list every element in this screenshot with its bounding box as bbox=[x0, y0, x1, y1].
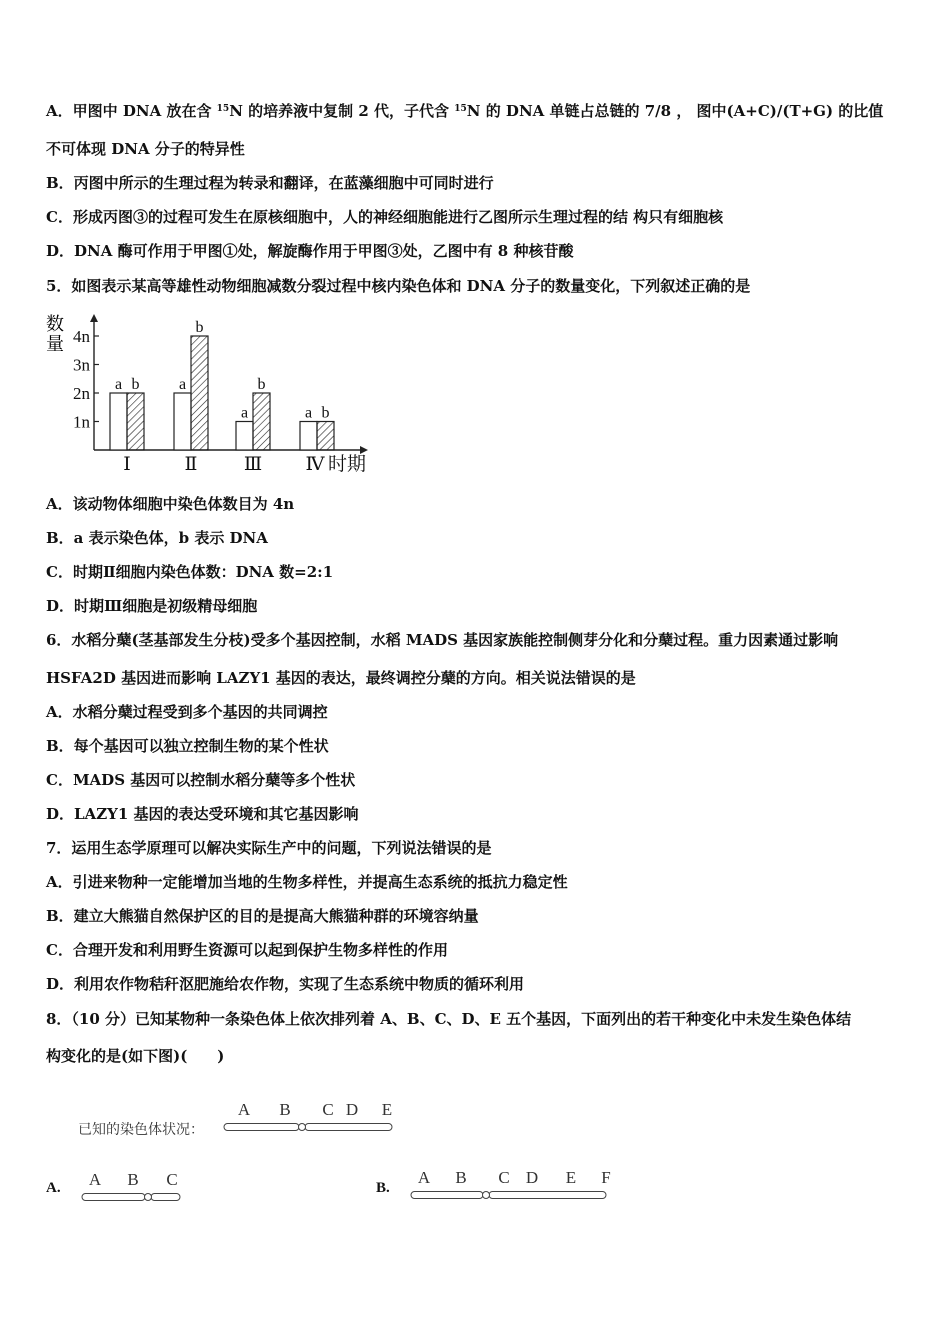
bar-b-3 bbox=[253, 393, 270, 450]
q7-option-a: A．引进来物种一定能增加当地的生物多样性，并提高生态系统的抵抗力稳定性 bbox=[46, 873, 568, 891]
chromosome-arm bbox=[305, 1124, 392, 1131]
q4-option-b: B．丙图中所示的生理过程为转录和翻译，在蓝藻细胞中可同时进行 bbox=[46, 174, 494, 192]
bar-series-label: a bbox=[114, 376, 123, 393]
gene-label: E bbox=[381, 1100, 393, 1119]
centromere bbox=[145, 1194, 152, 1201]
bar-series-label: a bbox=[240, 404, 249, 422]
gene-label: E bbox=[565, 1168, 577, 1187]
bar-series-label: b bbox=[257, 376, 266, 393]
y-axis-label-top: 数 bbox=[46, 314, 64, 334]
bar-a-4 bbox=[300, 422, 317, 451]
gene-label: D bbox=[345, 1100, 359, 1119]
q4-option-a-line1 bbox=[46, 101, 883, 121]
q8-stem-line2: 构变化的是(如下图)( ) bbox=[46, 1047, 225, 1065]
q5-option-c: C．时期Ⅱ细胞内染色体数：DNA 数=2:1 bbox=[46, 563, 334, 581]
centromere bbox=[483, 1192, 490, 1199]
gene-label: A bbox=[237, 1100, 251, 1119]
y-axis-arrow bbox=[90, 314, 98, 322]
chromosome-arm bbox=[82, 1194, 145, 1201]
option-b-chromosome bbox=[411, 1168, 611, 1199]
q6-stem-line1: 6．水稻分蘖(茎基部发生分枝)受多个基因控制，水稻 MADS 基因家族能控制侧芽分化和分蘖过程。重力因素通过影响 bbox=[46, 631, 839, 649]
bar-a-1 bbox=[110, 393, 127, 450]
gene-label: A bbox=[417, 1168, 431, 1187]
bar-series-label: b bbox=[131, 376, 140, 393]
category-label: Ⅱ bbox=[184, 454, 198, 475]
q6-option-b: B．每个基因可以独立控制生物的某个性状 bbox=[46, 737, 329, 755]
isotope-superscript: 15 bbox=[454, 104, 467, 114]
q5-stem: 5．如图表示某高等雄性动物细胞减数分裂过程中核内染色体和 DNA 分子的数量变化，下列叙述正确的是 bbox=[46, 277, 751, 295]
gene-label: B bbox=[455, 1168, 467, 1187]
q4-option-a-text: N 的培养液中复制 2 代，子代含 bbox=[229, 102, 455, 120]
q7-option-d: D．利用农作物秸秆沤肥施给农作物，实现了生态系统中物质的循环利用 bbox=[46, 975, 525, 993]
category-label: Ⅲ bbox=[243, 454, 263, 475]
q5-option-b: B．a 表示染色体，b 表示 DNA bbox=[46, 529, 268, 547]
bar-series-label: a bbox=[304, 404, 313, 422]
option-a-chromosome bbox=[82, 1170, 180, 1201]
gene-label: B bbox=[279, 1100, 291, 1119]
q6-option-d: D．LAZY1 基因的表达受环境和其它基因影响 bbox=[46, 805, 359, 823]
chromosome-arm bbox=[151, 1194, 180, 1201]
known-chromosome bbox=[224, 1100, 392, 1131]
gene-label: B bbox=[127, 1170, 139, 1189]
bar-series-label: a bbox=[178, 376, 187, 393]
q7-option-b: B．建立大熊猫自然保护区的目的是提高大熊猫种群的环境容纳量 bbox=[46, 907, 479, 925]
option-a-label: A. bbox=[46, 1180, 61, 1196]
gene-label: C bbox=[166, 1170, 178, 1189]
q6-option-c: C．MADS 基因可以控制水稻分蘖等多个性状 bbox=[46, 771, 356, 789]
isotope-superscript: 15 bbox=[216, 104, 230, 114]
q7-stem: 7．运用生态学原理可以解决实际生产中的问题，下列说法错误的是 bbox=[46, 839, 492, 857]
chromosome-arm bbox=[489, 1192, 606, 1199]
q4-option-a-line2: 不可体现 DNA 分子的特异性 bbox=[46, 140, 245, 158]
option-b-label: B. bbox=[376, 1180, 390, 1196]
bar-b-1 bbox=[127, 393, 144, 450]
gene-label: C bbox=[498, 1168, 510, 1187]
q7-option-c: C．合理开发和利用野生资源可以起到保护生物多样性的作用 bbox=[46, 941, 448, 959]
chromosome-arm bbox=[411, 1192, 483, 1199]
x-axis-arrow bbox=[360, 446, 368, 454]
q4-option-a-text: N 的 DNA 单链占总链的 7/8 ， 图中(A+C)/(T+G) 的比值 bbox=[466, 102, 884, 120]
x-axis-label: 时期 bbox=[328, 454, 367, 475]
bar-a-2 bbox=[174, 393, 191, 450]
bar-b-2 bbox=[191, 336, 208, 450]
y-tick-label: 2n bbox=[73, 384, 90, 403]
gene-label: C bbox=[322, 1100, 334, 1119]
q5-bar-chart bbox=[44, 308, 374, 476]
q4-option-a-text: A．甲图中 DNA 放在含 bbox=[46, 102, 217, 120]
chromosome-arm bbox=[224, 1124, 299, 1131]
q5-option-d: D．时期Ⅲ细胞是初级精母细胞 bbox=[46, 597, 258, 615]
q6-stem-line2: HSFA2D 基因进而影响 LAZY1 基因的表达，最终调控分蘖的方向。相关说法错误的是 bbox=[46, 669, 636, 687]
category-label: Ⅰ bbox=[123, 454, 131, 475]
bar-b-4 bbox=[317, 422, 334, 451]
y-tick-label: 1n bbox=[73, 412, 90, 432]
q5-option-a: A．该动物体细胞中染色体数目为 4n bbox=[46, 495, 295, 513]
bar-series-label: b bbox=[195, 319, 204, 336]
q8-stem-line1: 8．（10 分）已知某物种一条染色体上依次排列着 A、B、C、D、E 五个基因，下面列出的若干种变化中未发生染色体结 bbox=[46, 1010, 852, 1028]
q6-option-a: A．水稻分蘖过程受到多个基因的共同调控 bbox=[46, 703, 328, 721]
gene-label: F bbox=[601, 1168, 611, 1187]
known-chromosome-label: 已知的染色体状况： bbox=[78, 1123, 204, 1138]
bar-series-label: b bbox=[321, 404, 330, 422]
centromere bbox=[299, 1124, 306, 1131]
category-label: Ⅳ bbox=[305, 454, 325, 475]
gene-label: D bbox=[525, 1168, 539, 1187]
bar-a-3 bbox=[236, 422, 253, 451]
y-tick-label: 3n bbox=[73, 355, 90, 375]
q4-option-c: C．形成丙图③的过程可发生在原核细胞中，人的神经细胞能进行乙图所示生理过程的结 构只有细胞核 bbox=[46, 208, 724, 226]
y-axis-label-bottom: 量 bbox=[46, 334, 64, 354]
y-tick-label: 4n bbox=[73, 327, 90, 346]
q8-chromosome-diagram bbox=[0, 1090, 950, 1220]
gene-label: A bbox=[88, 1170, 102, 1189]
q4-option-d: D．DNA 酶可作用于甲图①处，解旋酶作用于甲图③处，乙图中有 8 种核苷酸 bbox=[46, 242, 574, 260]
